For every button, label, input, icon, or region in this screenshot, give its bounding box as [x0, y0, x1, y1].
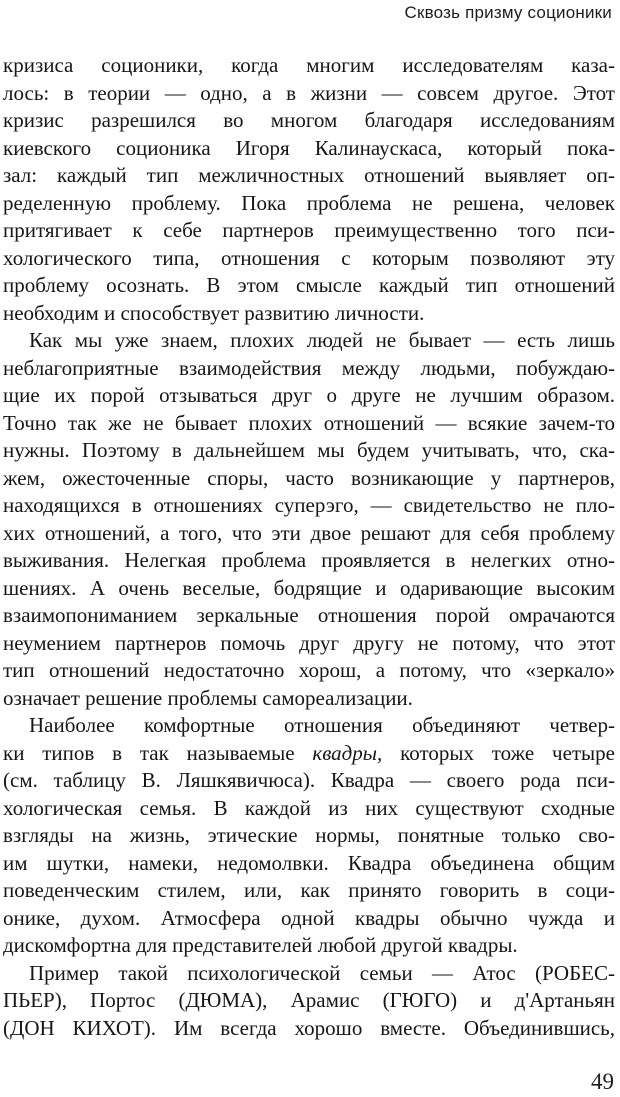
text-line	[3, 740, 615, 768]
text-segment: выживания. Нелегкая проблема проявляется в нелегких отно-	[3, 548, 615, 572]
text-segment: взаимопониманием зеркальные отношения порой омрачаются	[3, 603, 615, 627]
text-segment: взгляды на жизнь, этические нормы, понятные только сво-	[3, 823, 615, 847]
text-segment: которых тоже четыре	[382, 740, 615, 765]
text-segment: кризиса соционики, когда многим исследователям каза-	[3, 53, 615, 77]
text-line	[3, 465, 615, 493]
text-line	[3, 767, 615, 795]
text-line	[3, 492, 615, 520]
text-segment: щие их порой отзываться друг о друге не лучшим образом.	[3, 383, 615, 407]
text-segment: Наиболее комфортные отношения объединяют четвер-	[29, 713, 615, 737]
text-line	[3, 107, 615, 135]
text-segment: им шутки, намеки, недомолвки. Квадра объединена общим	[3, 850, 615, 875]
text-segment: Точно так же не бывает плохих отношений — всякие зачем-то	[3, 410, 615, 435]
text-line	[3, 602, 615, 630]
text-segment: ределенную проблему. Пока проблема не решена, человек	[3, 190, 615, 215]
text-segment: дискомфортна для представителей любой другой квадры.	[3, 933, 518, 957]
text-segment: жем, ожесточенные споры, часто возникающие у партнеров,	[3, 465, 615, 490]
text-line	[3, 712, 615, 740]
text-segment: необходим и способствует развитию личности.	[3, 300, 425, 325]
text-line	[3, 327, 615, 355]
text-segment: зал: каждый тип межличностных отношений выявляет оп-	[3, 163, 615, 187]
text-line	[3, 987, 615, 1015]
text-line	[3, 135, 615, 163]
text-line	[3, 190, 615, 218]
text-line	[3, 877, 615, 905]
text-segment: тип отношений недостаточно хорош, а потому, что «зеркало»	[3, 658, 615, 682]
text-segment: киевского соционика Игоря Калинаускаса, который пока-	[3, 135, 615, 160]
text-segment: хих отношений, а того, что эти двое решают для себя проблему	[3, 520, 615, 545]
text-line	[3, 822, 615, 850]
text-segment: хологическая семья. В каждой из них существуют сходные	[3, 795, 615, 820]
text-segment: поведенческим стилем, или, как принято говорить в соци-	[3, 878, 615, 902]
text-line	[3, 217, 615, 245]
text-line	[3, 410, 615, 438]
text-line	[3, 300, 615, 328]
running-head: Сквозь призму соционики	[404, 3, 612, 22]
text-line	[3, 960, 615, 988]
text-line	[3, 685, 615, 713]
text-segment: (ДОН КИХОТ). Им всегда хорошо вместе. Объединившись,	[3, 1015, 615, 1040]
page-number: 49	[591, 1069, 614, 1094]
text-line	[3, 547, 615, 575]
text-line	[3, 905, 615, 933]
text-segment: Как мы уже знаем, плохих людей не бывает — есть лишь	[29, 328, 615, 352]
text-segment: нужны. Поэтому в дальнейшем мы будем учитывать, что, ска-	[3, 438, 615, 462]
text-segment: ки типов в так называемые	[3, 740, 313, 765]
italic-text: квадры,	[312, 740, 383, 765]
text-line	[3, 1015, 615, 1043]
text-segment: Пример такой психологической семьи — Атос (РОБЕС-	[29, 960, 615, 985]
text-segment: означает решение проблемы самореализации.	[3, 685, 413, 710]
text-line	[3, 272, 615, 300]
text-segment: хологического типа, отношения с которым позволяют эту	[3, 245, 615, 270]
text-segment: лось: в теории — одно, а в жизни — совсем другое. Этот	[3, 80, 615, 105]
text-segment: кризис разрешился во многом благодаря исследованиям	[3, 108, 615, 132]
text-segment: неумением партнеров помочь друг другу не потому, что этот	[3, 630, 615, 655]
text-line	[3, 80, 615, 108]
text-line	[3, 932, 615, 960]
text-line	[3, 437, 615, 465]
text-line	[3, 162, 615, 190]
text-line	[3, 520, 615, 548]
text-segment: проблему осознать. В этом смысле каждый тип отношений	[3, 273, 615, 297]
text-segment: находящихся в отношениях суперэго, — свидетельство не пло-	[3, 493, 615, 517]
text-line	[3, 657, 615, 685]
text-segment: шениях. А очень веселые, бодрящие и одаривающие высоким	[3, 575, 615, 600]
body-text	[3, 52, 615, 1042]
text-line	[3, 795, 615, 823]
text-segment: (см. таблицу В. Ляшкявичюса). Квадра — своего рода пси-	[3, 768, 615, 792]
text-line	[3, 850, 615, 878]
text-line	[3, 52, 615, 80]
text-line	[3, 575, 615, 603]
text-line	[3, 630, 615, 658]
text-line	[3, 382, 615, 410]
text-segment: онике, духом. Атмосфера одной квадры обычно чужда и	[3, 905, 615, 930]
text-line	[3, 245, 615, 273]
text-segment: ПЬЕР), Портос (ДЮМА), Арамис (ГЮГО) и д'Артаньян	[3, 988, 615, 1012]
text-segment: притягивает к себе партнеров преимущественно того пси-	[3, 218, 615, 242]
text-line	[3, 355, 615, 383]
text-segment: неблагоприятные взаимодействия между людьми, побуждаю-	[3, 355, 615, 380]
